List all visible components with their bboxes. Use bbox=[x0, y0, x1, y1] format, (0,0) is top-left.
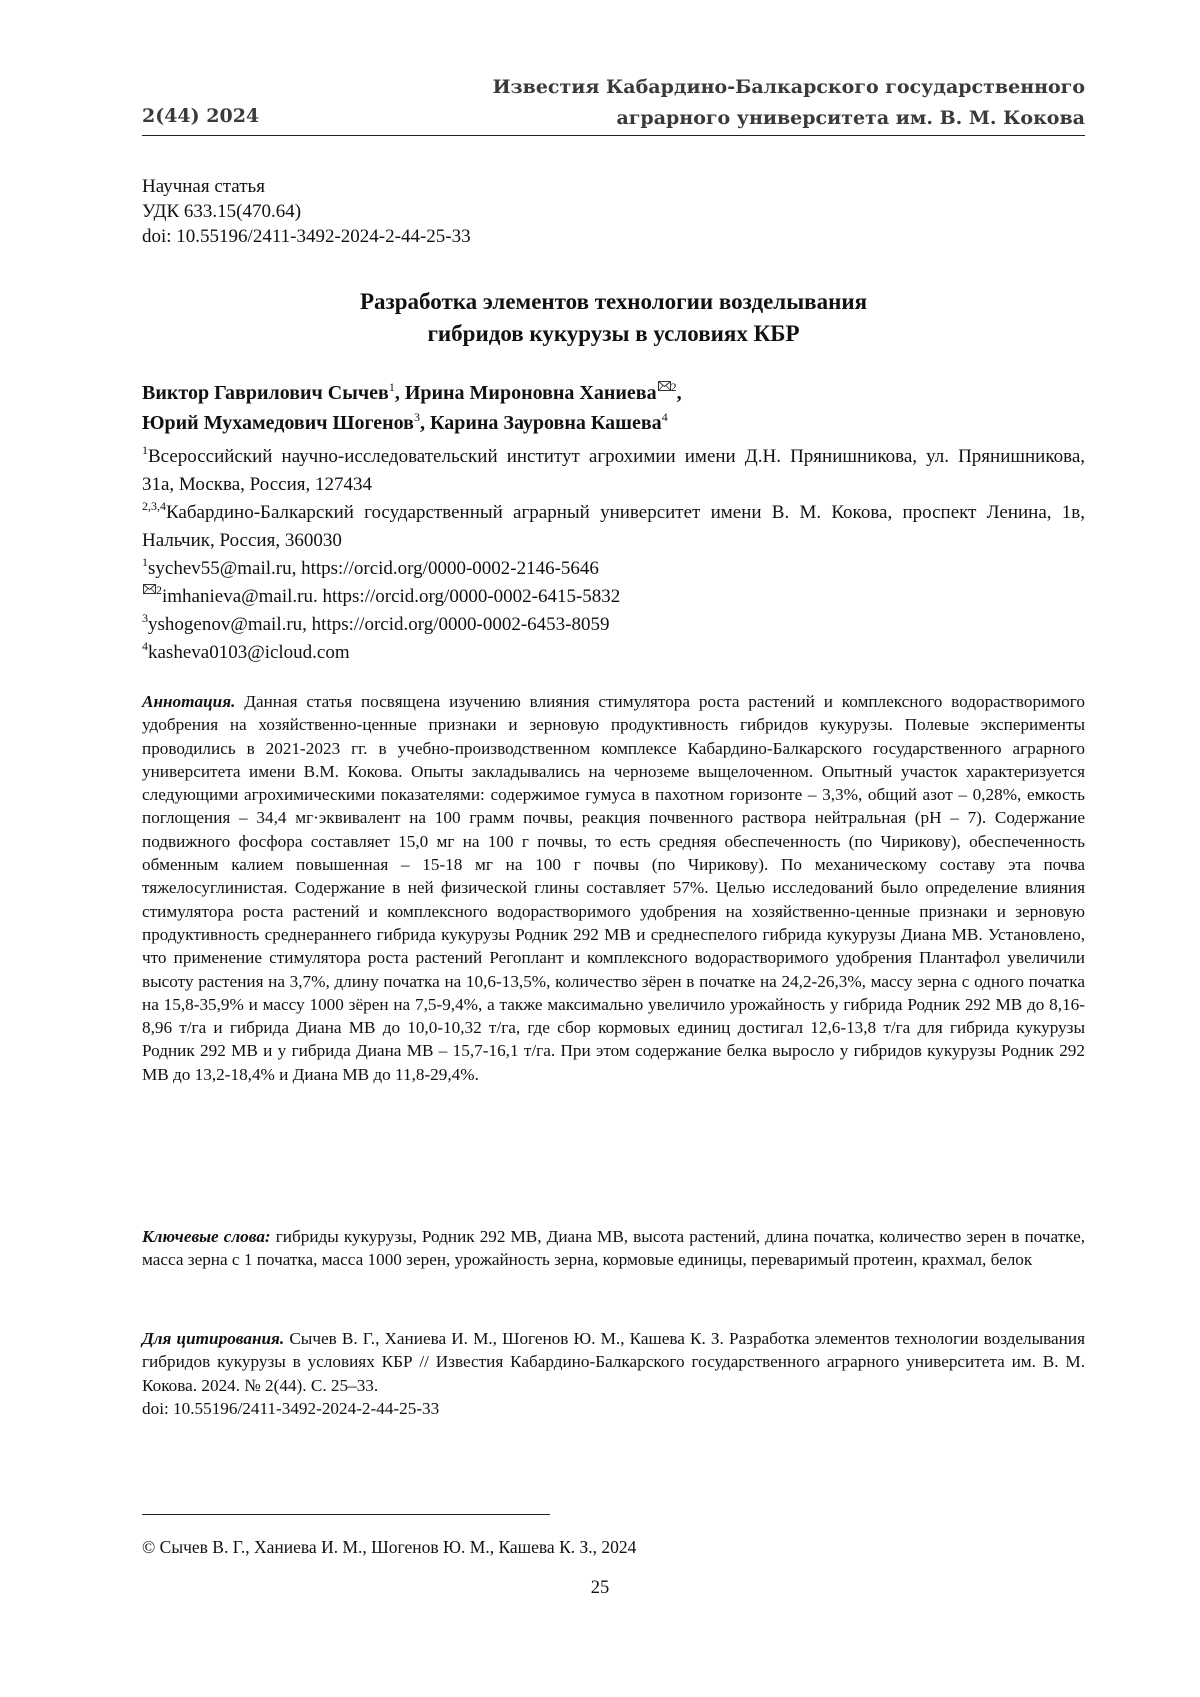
author-list bbox=[142, 378, 1085, 438]
article-doi: doi: 10.55196/2411-3492-2024-2-44-25-33 bbox=[142, 224, 471, 249]
contact-text[interactable]: sychev55@mail.ru, https://orcid.org/0000-0002-2146-5646 bbox=[148, 558, 599, 579]
envelope-icon bbox=[658, 381, 671, 391]
citation bbox=[142, 1327, 1085, 1420]
author-name: Карина Зауровна Кашева bbox=[430, 412, 662, 434]
contact-line bbox=[142, 555, 1085, 583]
contact-line bbox=[142, 639, 1085, 667]
title-line1: Разработка элементов технологии возделывания bbox=[142, 286, 1085, 318]
citation-doi: doi: 10.55196/2411-3492-2024-2-44-25-33 bbox=[142, 1397, 1085, 1420]
affiliation-sup: 1 bbox=[142, 443, 148, 457]
contact-sup: 4 bbox=[142, 639, 148, 653]
author-sup: 2 bbox=[671, 380, 677, 394]
contact-sup: 3 bbox=[142, 611, 148, 625]
contact-text[interactable]: imhanieva@mail.ru. https://orcid.org/0000-0002-6415-5832 bbox=[162, 586, 620, 607]
abstract-text: Данная статья посвящена изучению влияния стимулятора роста растений и комплексного водорастворимого удобрения на хозяйственно-ценные признаки и зерновую продуктивность гибридов кукурузы. Полевые эксперименты проводились в 2021-2023 гг. в учебно-производственном комплексе Кабардино-Балкарского государственного аграрного университета имени В.М. Кокова. Опыты закладывались на черноземе выщелоченном. Опытный участок характеризуется следующими агрохимическими показателями: содержимое гумуса в пахотном горизонте – 3,3%, общий азот – 0,28%, емкость поглощения – 34,4 мг·эквивалент на 100 грамм почвы, реакция почвенного раствора нейтральная (pH – 7). Содержание подвижного фосфора составляет 15,0 мг на 100 г почвы, то есть средняя обеспеченность (по Чирикову), обеспеченность обменным калием повышенная – 15-18 мг на 100 г почвы (по Чирикову). По механическому составу эта почва тяжелосуглинистая. Содержание в ней физической глины составляет 57%. Целью исследований было определение влияния стимулятора роста растений и комплексного водорастворимого удобрения на хозяйственно-ценные признаки и зерновую продуктивность среднераннего гибрида кукурузы Родник 292 МВ и среднеспелого гибрида кукурузы Диана МВ. Установлено, что применение стимулятора роста растений Регоплант и комплексного водорастворимого удобрения Плантафол увеличили высоту растения на 3,7%, длину початка на 10,6-13,5%, количество зёрен в початке на 24,2-26,3%, массу зерна с одного початка на 15,8-35,9% и массу 1000 зёрен на 7,5-9,4%, а также максимально увеличило урожайность у гибрида Родник 292 МВ до 8,16-8,96 т/га и гибрида Диана МВ до 10,0-10,32 т/га, где сбор кормовых единиц достигал 12,6-13,8 т/га для гибрида кукурузы Родник 292 МВ и у гибрида Диана МВ – 15,7-16,1 т/га. При этом содержание белка выросло у гибридов кукурузы Родник 292 МВ до 13,2-18,4% и Диана МВ до 11,8-29,4%. bbox=[142, 692, 1085, 1084]
authors-line1: Виктор Гаврилович Сычев1, Ирина Мироновна Ханиева 2, bbox=[142, 378, 1085, 408]
authors-line2: Юрий Мухамедович Шогенов3, Карина Зауровна Кашева4 bbox=[142, 408, 1085, 438]
author-name: Ирина Мироновна Ханиева bbox=[405, 382, 657, 404]
citation-text: Сычев В. Г., Ханиева И. М., Шогенов Ю. М., Кашева К. З. Разработка элементов технологии возделывания гибридов кукурузы в условиях КБР // Известия Кабардино-Балкарского государственного аграрного университета им. В. М. Кокова. 2024. № 2(44). С. 25–33. bbox=[142, 1329, 1085, 1395]
keywords-label: Ключевые слова: bbox=[142, 1227, 271, 1246]
affiliations bbox=[142, 443, 1085, 667]
author-name: Виктор Гаврилович Сычев bbox=[142, 382, 389, 404]
header-divider bbox=[142, 135, 1085, 136]
page-number: 25 bbox=[0, 1578, 1200, 1599]
contact-text[interactable]: kasheva0103@icloud.com bbox=[148, 642, 350, 663]
article-type: Научная статья bbox=[142, 174, 471, 199]
envelope-icon bbox=[143, 584, 156, 594]
title-line2: гибридов кукурузы в условиях КБР bbox=[142, 318, 1085, 350]
author-name: Юрий Мухамедович Шогенов bbox=[142, 412, 414, 434]
abstract-label: Аннотация. bbox=[142, 692, 235, 711]
article-page bbox=[0, 0, 1200, 1697]
affiliation bbox=[142, 443, 1085, 499]
contact-sup: 1 bbox=[142, 555, 148, 569]
citation-label: Для цитирования. bbox=[142, 1329, 284, 1348]
keywords-text: гибриды кукурузы, Родник 292 МВ, Диана МВ, высота растений, длина початка, количество зерен в початке, масса зерна с 1 початка, масса 1000 зерен, урожайность зерна, кормовые единицы, переваримый протеин, крахмал, белок bbox=[142, 1227, 1085, 1269]
footnote-divider bbox=[142, 1514, 550, 1515]
contact-text[interactable]: yshogenov@mail.ru, https://orcid.org/0000-0002-6453-8059 bbox=[148, 614, 610, 635]
contact-line bbox=[142, 583, 1085, 611]
affiliation-sup: 2,3,4 bbox=[142, 499, 166, 513]
affiliation-text: Кабардино-Балкарский государственный аграрный университет имени В. М. Кокова, проспект Ленина, 1в, Нальчик, Россия, 360030 bbox=[142, 502, 1085, 551]
author-sup: 3 bbox=[414, 410, 420, 424]
contact-line bbox=[142, 611, 1085, 639]
article-title bbox=[142, 286, 1085, 350]
author-sup: 4 bbox=[662, 410, 668, 424]
affiliation bbox=[142, 499, 1085, 555]
journal-title-line2: аграрного университета им. В. М. Кокова bbox=[493, 103, 1085, 134]
article-meta bbox=[142, 174, 471, 249]
contact-sup: 2 bbox=[156, 583, 162, 597]
abstract bbox=[142, 690, 1085, 1086]
issue-number: 2(44) 2024 bbox=[142, 105, 259, 127]
keywords bbox=[142, 1225, 1085, 1272]
copyright: © Сычев В. Г., Ханиева И. М., Шогенов Ю. М., Кашева К. З., 2024 bbox=[142, 1537, 636, 1558]
journal-title bbox=[493, 72, 1085, 134]
journal-title-line1: Известия Кабардино-Балкарского государственного bbox=[493, 72, 1085, 103]
udk-code: УДК 633.15(470.64) bbox=[142, 199, 471, 224]
author-sup: 1 bbox=[389, 380, 395, 394]
affiliation-text: Всероссийский научно-исследовательский институт агрохимии имени Д.Н. Прянишникова, ул. Прянишникова, 31а, Москва, Россия, 127434 bbox=[142, 446, 1085, 495]
